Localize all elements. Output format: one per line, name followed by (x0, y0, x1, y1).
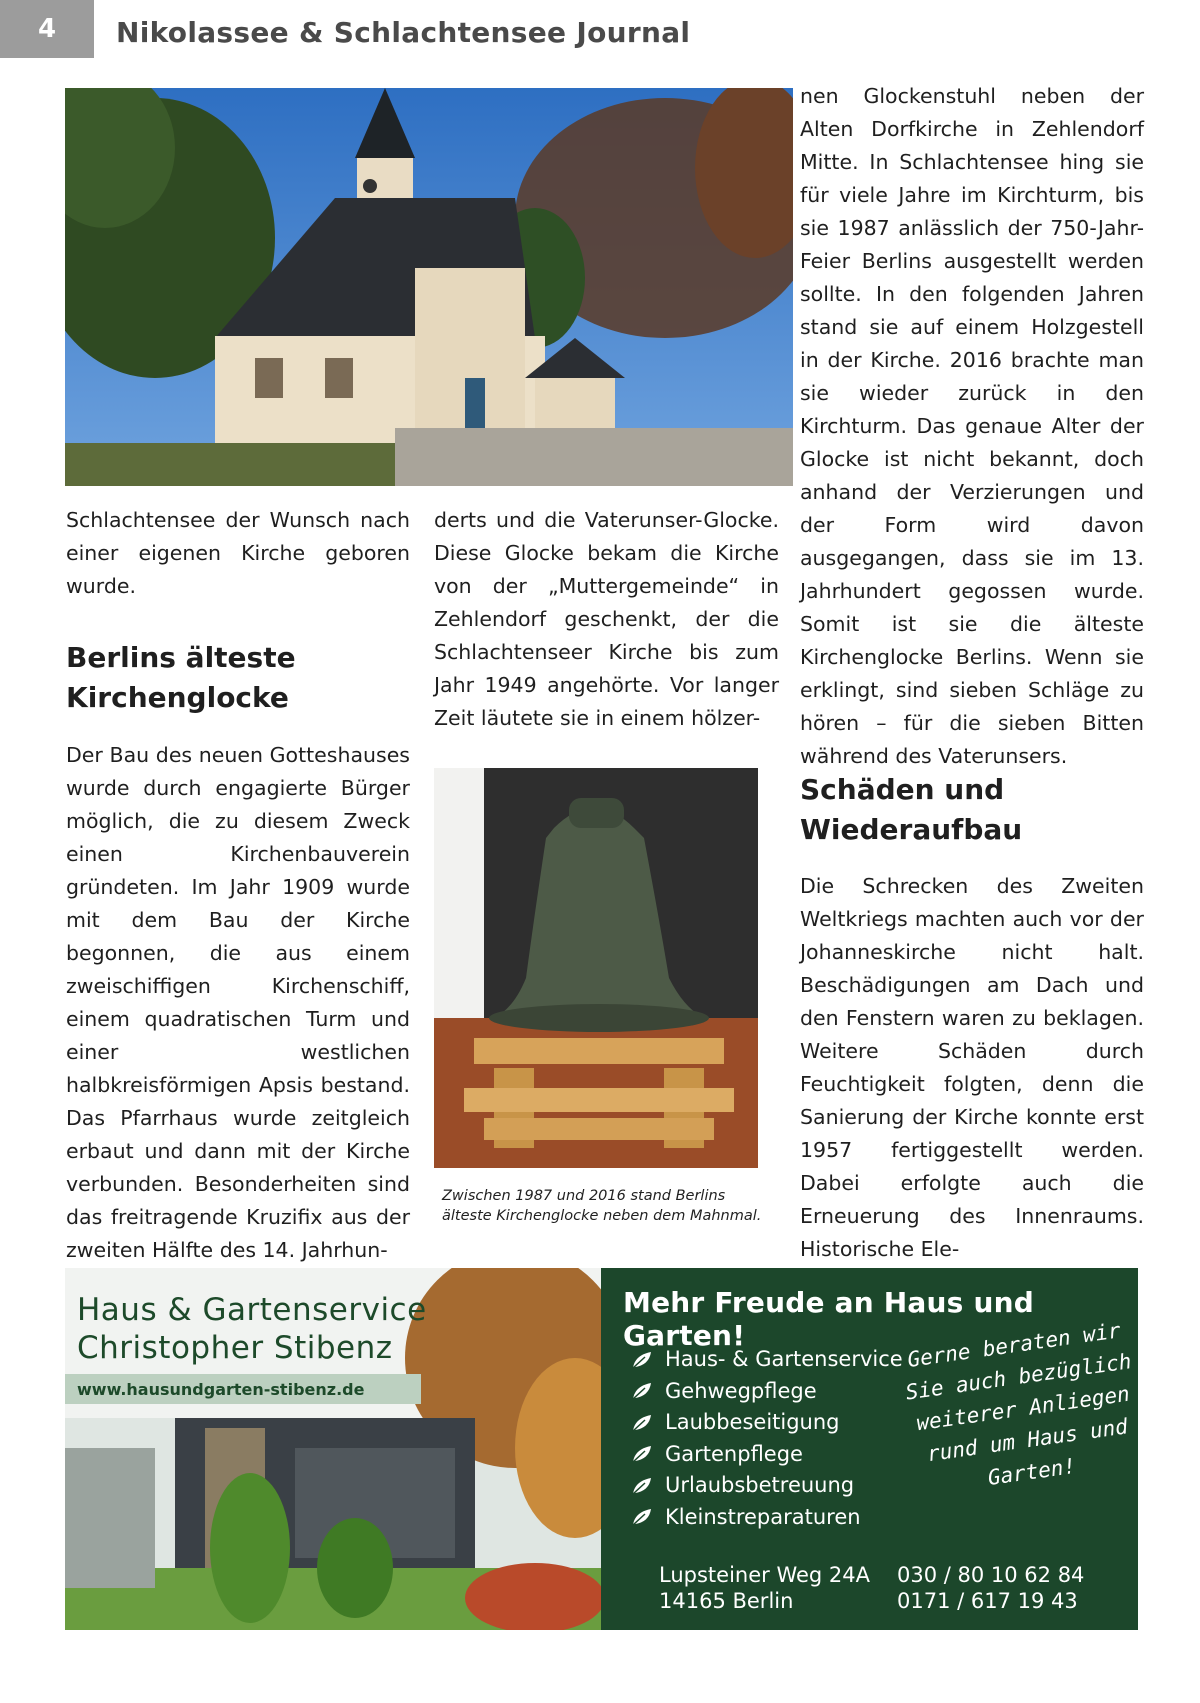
ad-address-street: Lupsteiner Weg 24A (659, 1563, 870, 1587)
list-item (631, 1407, 903, 1439)
ad-photo-panel (65, 1268, 601, 1630)
article-column3-top: nen Glockenstuhl neben der Alten Dorfkirche in Zehlendorf Mitte. In Schlachtensee hing sie für viele Jahre im Kirchturm, bis sie 1987 anlässlich der 750-Jahr-Feier Berlins ausgestellt werden sollte. In den folgenden Jahren stand sie auf einem Holzgestell in der Kirche. 2016 brachte man sie wieder zurück in den Kirchturm. Das genaue Alter der Glocke ist nicht bekannt, doch anhand der Verzierungen und der Form wird davon ausgegangen, dass sie im 13. Jahrhundert gegossen wurde. Somit ist sie die älteste Kirchenglocke Berlins. Wenn sie erklingt, sind sieben Schläge zu hören – für die sieben Bitten während des Vaterunsers. (800, 84, 1144, 768)
article-column1-body: Der Bau des neuen Gotteshauses wurde durch engagierte Bürger möglich, die zu diesem Zweck einen Kirchenbauverein gründeten. Im Jahr 1909 wurde mit dem Bau der Kirche begonnen, die aus einem zweischiffigen Kirchenschiff, einem quadratischen Turm und einer westlichen halbkreisförmigen Apsis bestand. Das Pfarrhaus wurde zeitgleich erbaut und dann mit der Kirche verbunden. Besonderheiten sind das freitragende Kruzifix aus der zweiten Hälfte des 14. Jahrhun- (66, 743, 410, 1262)
leaf-icon (631, 1445, 653, 1463)
ad-website-link[interactable]: www.hausundgarten-stibenz.de (65, 1374, 421, 1404)
list-item (631, 1502, 903, 1534)
service-label: Kleinstreparaturen (665, 1504, 861, 1529)
ad-company-line2: Christopher Stibenz (77, 1330, 393, 1366)
ad-text-panel (601, 1268, 1138, 1630)
ad-service-list (631, 1344, 903, 1533)
leaf-icon (631, 1508, 653, 1526)
service-label: Urlaubsbetreuung (665, 1473, 855, 1497)
ad-slogan: Gerne beraten wir Sie auch bezüglich weiterer Anliegen rund um Haus und Garten! (904, 1318, 1133, 1490)
article-column1-top: Schlachtensee der Wunsch nach einer eigenen Kirche geboren wurde. (66, 508, 410, 598)
ad-phone-landline[interactable]: 030 / 80 10 62 84 (897, 1563, 1085, 1587)
list-item (631, 1344, 903, 1376)
leaf-icon (631, 1477, 653, 1495)
ad-address-city: 14165 Berlin (659, 1589, 794, 1613)
article-column2-top: derts und die Vaterunser-Glocke. Diese Glocke bekam die Kirche von der „Muttergemeinde“ in Zehlendorf geschenkt, der die Schlachtenseer Kirche bis zum Jahr 1949 angehörte. Vor langer Zeit läutete sie in einem hölzer- (434, 508, 779, 730)
leaf-icon (631, 1414, 653, 1432)
ad-phone-mobile[interactable]: 0171 / 617 19 43 (897, 1589, 1078, 1613)
leaf-icon (631, 1382, 653, 1400)
ad-company-line1: Haus & Gartenservice (77, 1292, 427, 1328)
bell-caption: Zwischen 1987 und 2016 stand Berlins älteste Kirchenglocke neben dem Mahnmal. (442, 1188, 762, 1224)
list-item (631, 1376, 903, 1408)
service-label: Gartenpflege (665, 1441, 803, 1466)
article-column3-body: Die Schrecken des Zweiten Weltkriegs machten auch vor der Johanneskirche nicht halt. Beschädigungen am Dach und den Fenstern waren zu beklagen. Weitere Schäden durch Feuchtigkeit folgten, denn die Sanierung der Kirche konnte erst 1957 fertiggestellt werden. Dabei erfolgte auch die Erneuerung des Innenraums. Historische Ele- (800, 874, 1144, 1261)
heading-damage-rebuild: Schäden und Wiederaufbau (800, 773, 1023, 846)
list-item (631, 1470, 903, 1502)
service-label: Laubbeseitigung (665, 1410, 840, 1434)
service-label: Gehwegpflege (665, 1378, 817, 1403)
leaf-icon (631, 1351, 653, 1369)
bell-photo (434, 768, 758, 1168)
journal-title: Nikolassee & Schlachtensee Journal (116, 16, 691, 49)
heading-oldest-bell: Berlins älteste Kirchenglocke (66, 641, 296, 714)
church-photo (65, 88, 793, 486)
ad-headline: Mehr Freude an Haus und Garten! (623, 1286, 1034, 1352)
service-label: Haus- & Gartenservice (665, 1347, 903, 1371)
list-item (631, 1439, 903, 1471)
page-number: 4 (0, 0, 94, 58)
